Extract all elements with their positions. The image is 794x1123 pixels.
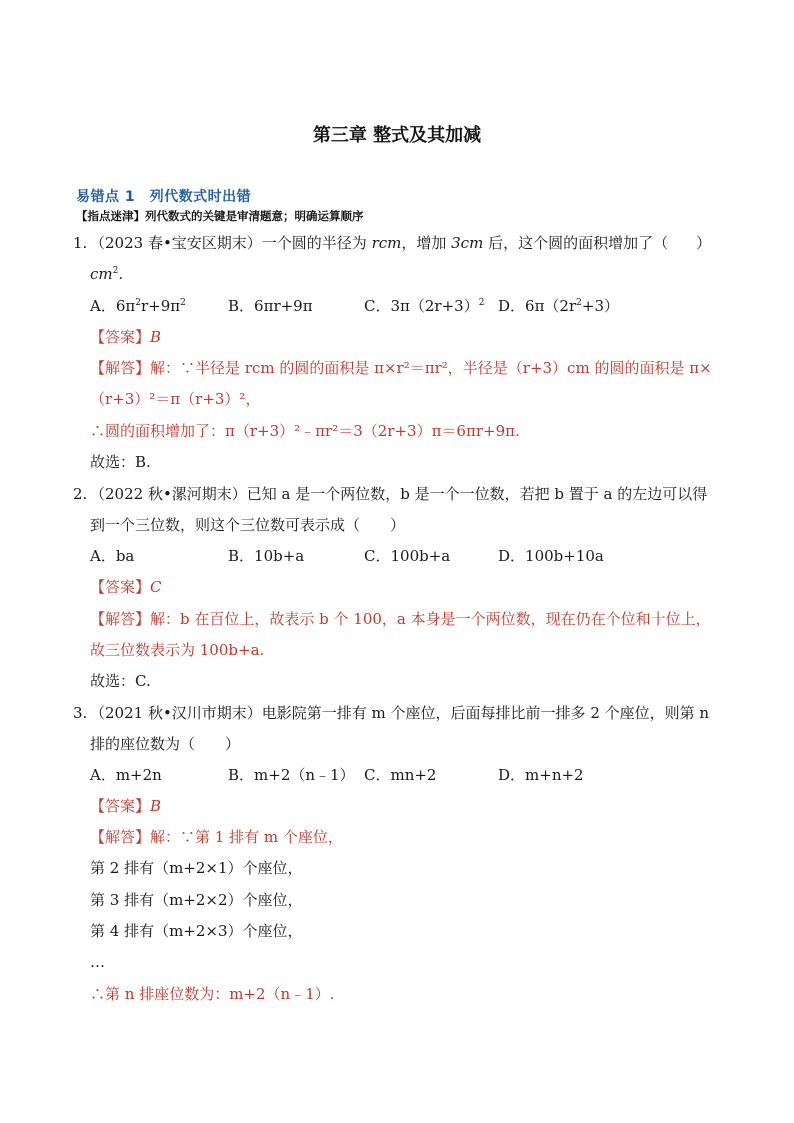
q2-solution-1: 【解答】解：b 在百位上，故表示 b 个 100，a 本身是一个两位数，现在仍在个位和十位上，: [90, 610, 711, 628]
q3-stem-1: （2021 秋•汉川市期末）电影院第一排有 m 个座位，后面每排比前一排多 2 个座位，则第 n: [90, 704, 710, 722]
section-tip: 【指点迷津】列代数式的关键是审清题意；明确运算顺序: [76, 209, 364, 223]
q3-solution-1: 【解答】解：∵第 1 排有 m 个座位，: [90, 828, 343, 846]
q1-solution-2: （r+3）²＝π（r+3）²，: [90, 390, 261, 408]
q2-final: 故选：C.: [90, 672, 151, 690]
q1-solution-3: ∴圆的面积增加了：π（r+3）²﹣πr²＝3（2r+3）π＝6πr+9π.: [90, 422, 520, 440]
chapter-title: 第三章 整式及其加减: [312, 125, 482, 146]
q3-final: ∴第 n 排座位数为：m+2（n﹣1）.: [90, 985, 335, 1003]
q1-choice-b: B．6πr+9π: [228, 297, 313, 315]
q3-choice-d: D．m+n+2: [498, 766, 584, 784]
q1-choice-c: C．$3\pi(2r+3)^2$: [364, 297, 485, 315]
q1-solution-1: 【解答】解：∵半径是 rcm 的圆的面积是 π×r²＝πr²，半径是（r+3）cm 的圆的面积是 π×: [90, 359, 712, 377]
q1-choice-a: A．$6\pi^2r+9\pi^2$: [90, 297, 186, 315]
q2-choice-a: A．ba: [90, 547, 135, 565]
q3-solution-4: 第 4 排有（m+2×3）个座位，: [90, 922, 303, 940]
section-heading: 易错点 1 列代数式时出错: [76, 189, 252, 205]
q2-stem-1: （2022 秋•漯河期末）已知 a 是一个两位数，b 是一个一位数，若把 b 置于 a 的左边可以得: [90, 485, 708, 503]
q3-solution-3: 第 3 排有（m+2×2）个座位，: [90, 891, 303, 909]
q1-final: 故选：B.: [90, 453, 151, 471]
q2-choice-b: B．10b+a: [228, 547, 305, 565]
q3-answer: 【答案】B: [90, 797, 162, 815]
q1-number: 1.: [73, 234, 88, 252]
q2-choice-c: C．100b+a: [364, 547, 451, 565]
q1-unit: $cm^2$.: [90, 265, 124, 283]
q3-solution-2: 第 2 排有（m+2×1）个座位，: [90, 859, 303, 877]
q2-answer: 【答案】C: [90, 578, 162, 596]
q1-choice-d: D．$6\pi(2r^2+3)$: [498, 297, 620, 315]
q3-choice-a: A．m+2n: [90, 766, 162, 784]
q3-ellipsis: …: [90, 953, 105, 971]
q2-number: 2.: [73, 485, 88, 503]
q1-answer: 【答案】B: [90, 328, 162, 346]
q3-choice-b: B．m+2（n﹣1）: [228, 766, 355, 784]
q3-stem-2: 排的座位数为（ ）: [90, 735, 241, 753]
q3-number: 3.: [73, 704, 88, 722]
q2-choice-d: D．100b+10a: [498, 547, 604, 565]
q2-stem-2: 到一个三位数，则这个三位数可表示成（ ）: [90, 516, 406, 534]
q2-solution-2: 故三位数表示为 100b+a.: [90, 641, 265, 659]
q3-choice-c: C．mn+2: [364, 766, 437, 784]
q1-stem: （2023 春•宝安区期末）一个圆的半径为 rcm，增加 3cm 后，这个圆的面积增加了（ ）: [90, 234, 712, 252]
